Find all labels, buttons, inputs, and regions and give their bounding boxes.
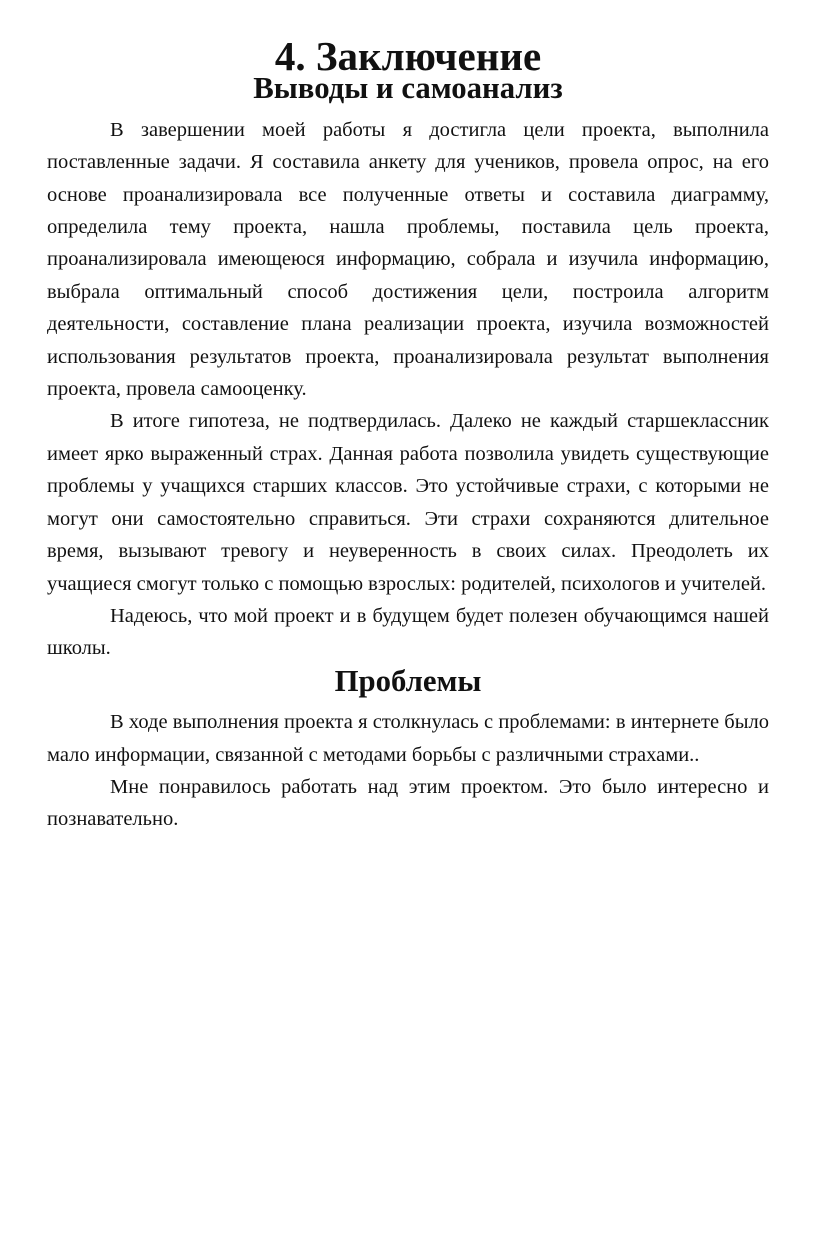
problems-title: Проблемы <box>334 663 482 698</box>
subsection-title: Выводы и самоанализ <box>253 71 563 106</box>
conclusion-paragraph-3: Надеюсь, что мой проект и в будущем будет полезен обучающимся нашей школы. <box>47 604 769 660</box>
problems-paragraph-2: Мне понравилось работать над этим проектом. Это было интересно и познавательно. <box>47 775 769 831</box>
document-page <box>47 33 769 836</box>
conclusion-paragraph-1: В завершении моей работы я достигла цели проекта, выполнила поставленные задачи. Я составила анкету для учеников, провела опрос, на его основе проанализировала все полученные ответы и составила диаграмму, определила тему проекта, нашла проблемы, поставила цель проекта, проанализировала имеющеюся информацию, собрала и изучила информацию, выбрала оптимальный способ достижения цели, построила алгоритм деятельности, составление плана реализации проекта, изучила возможностей использования результатов проекта, проанализировала результат выполнения проекта, провела самооценку. <box>47 118 769 401</box>
section-title: 4. Заключение <box>274 33 542 79</box>
problems-paragraph-1: В ходе выполнения проекта я столкнулась с проблемами: в интернете было мало информации, связанной с методами борьбы с различными страхами.. <box>47 711 769 766</box>
conclusion-paragraph-2: В итоге гипотеза, не подтвердилась. Далеко не каждый старшеклассник имеет ярко выраженный страх. Данная работа позволила увидеть существующие проблемы у учащихся старших классов. Это устойчивые страхи, с которыми не могут они самостоятельно справиться. Эти страхи сохраняются длительное время, вызывают тревогу и неуверенность в своих силах. Преодолеть их учащиеся смогут только с помощью взрослых: родителей, психологов и учителей. <box>47 410 769 595</box>
